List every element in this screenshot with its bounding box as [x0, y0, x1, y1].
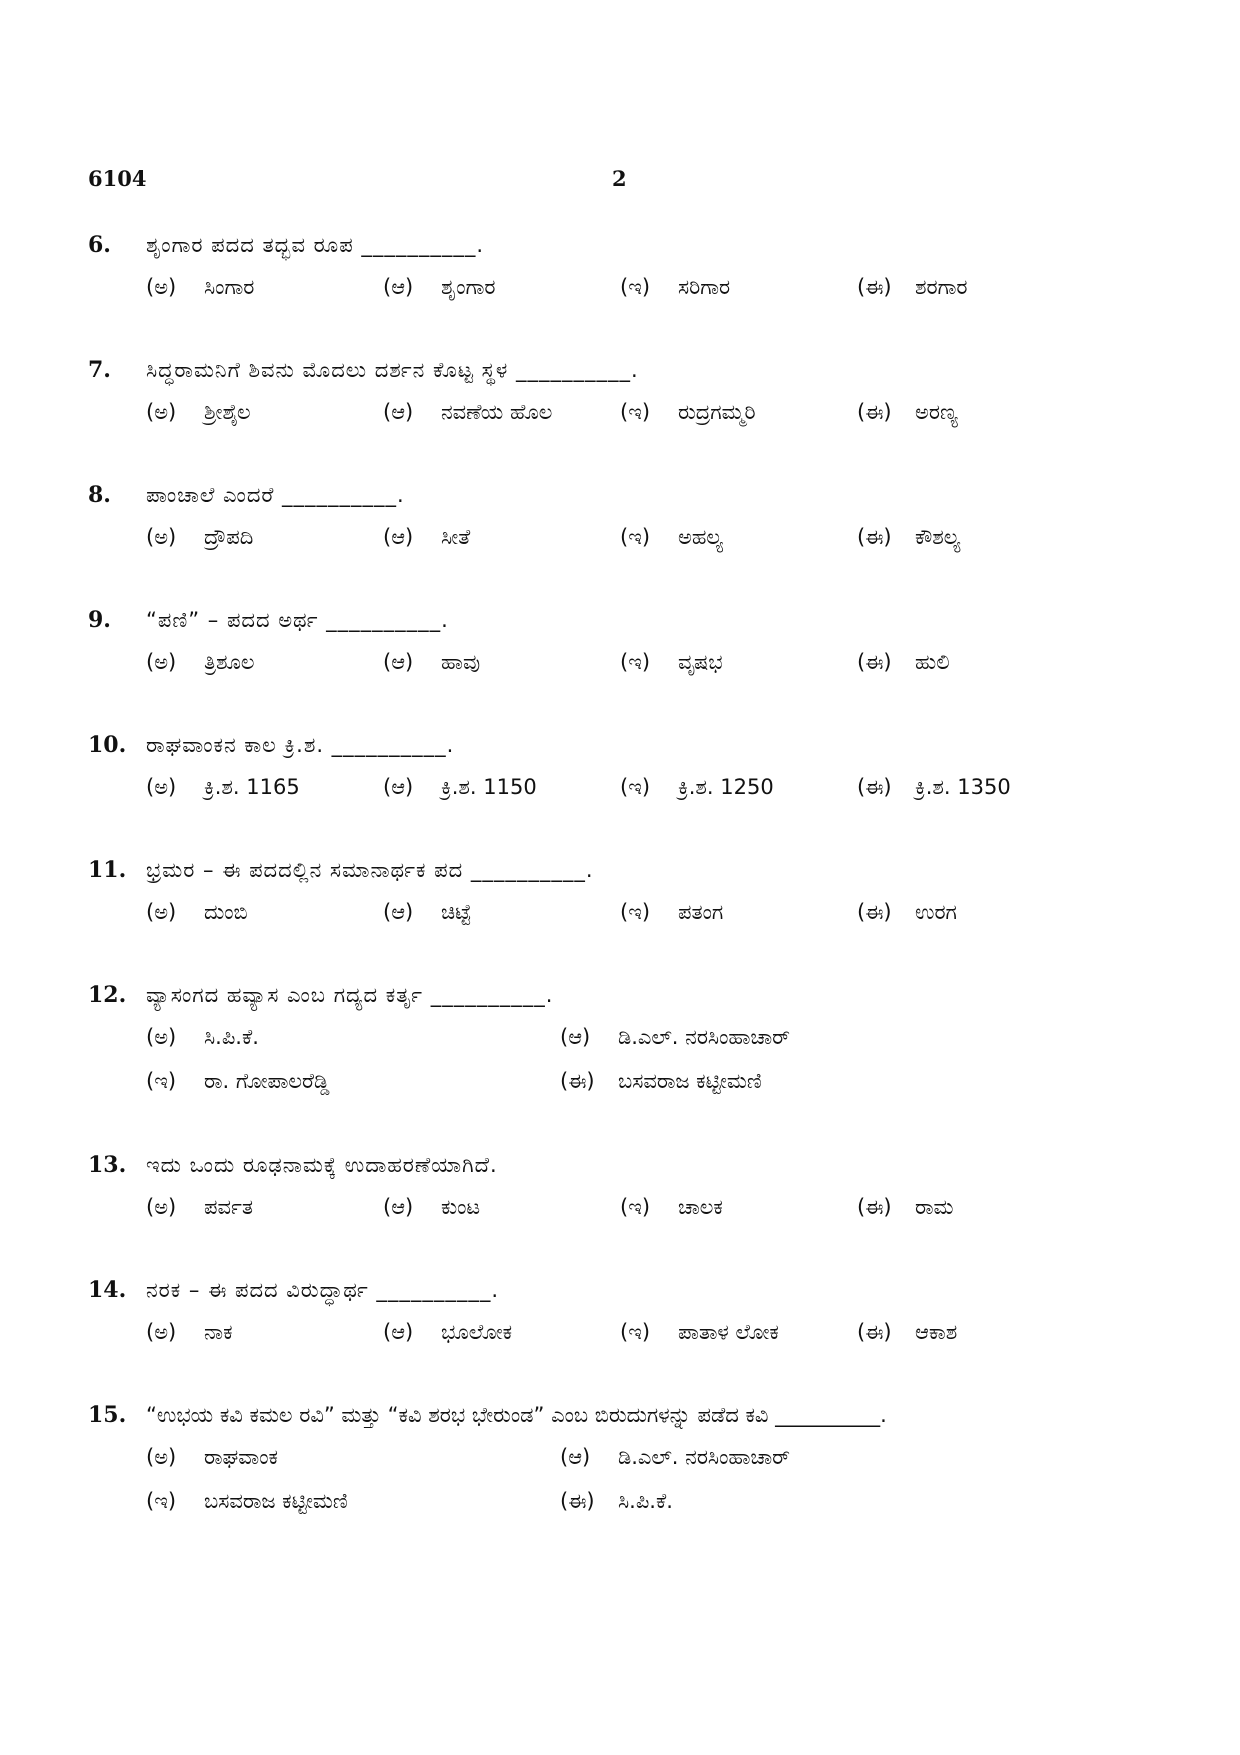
option-label: (ಈ) — [560, 1489, 595, 1513]
question-8 — [88, 475, 1198, 559]
question-number: 8. — [88, 482, 111, 508]
page-number: 2 — [612, 166, 627, 191]
question-number: 10. — [88, 732, 127, 758]
option-label: (ಆ) — [383, 650, 414, 674]
option-label: (ಇ) — [620, 900, 651, 924]
option-a — [146, 1185, 253, 1229]
question-text: “ಪಣಿ” – ಪದದ ಅರ್ಥ __________. — [146, 608, 449, 632]
question-text: ಇದು ಒಂದು ರೂಢನಾಮಕ್ಕೆ ಉದಾಹರಣೆಯಾಗಿದೆ. — [146, 1153, 498, 1177]
option-c — [620, 390, 756, 434]
option-d — [857, 1185, 954, 1229]
option-text: ಶೃಂಗಾರ — [441, 275, 496, 299]
option-a — [146, 515, 253, 559]
question-11 — [88, 850, 1198, 934]
option-b — [560, 1435, 790, 1479]
question-6 — [88, 225, 1198, 309]
option-text: ಕೌಶಲ್ಯ — [915, 525, 961, 549]
option-b — [383, 390, 552, 434]
option-d — [560, 1059, 762, 1103]
option-text: ಚಿಟ್ಟೆ — [441, 900, 472, 924]
option-text: ರಾ. ಗೋಪಾಲರೆಡ್ಡಿ — [204, 1069, 330, 1093]
option-text: ಪಾತಾಳ ಲೋಕ — [678, 1320, 779, 1344]
question-number: 7. — [88, 357, 111, 383]
option-a — [146, 390, 251, 434]
option-label: (ಈ) — [857, 400, 892, 424]
option-label: (ಈ) — [857, 1320, 892, 1344]
option-label: (ಇ) — [620, 1195, 651, 1219]
option-text: ಅಹಲ್ಯ — [678, 525, 723, 549]
option-text: ಪತಂಗ — [678, 900, 724, 924]
question-7 — [88, 350, 1198, 434]
option-text: ದ್ರೌಪದಿ — [204, 525, 254, 549]
option-label: (ಆ) — [560, 1445, 591, 1469]
option-label: (ಅ) — [146, 900, 177, 924]
option-text: ಡಿ.ಎಲ್. ನರಸಿಂಹಾಚಾರ್ — [618, 1445, 791, 1469]
option-text: ನವಣೆಯ ಹೊಲ — [441, 400, 553, 424]
option-d — [857, 890, 957, 934]
question-9 — [88, 600, 1198, 684]
option-text: ಶರಗಾರ — [915, 275, 968, 299]
option-a — [146, 265, 254, 309]
question-text: ರಾಘವಾಂಕನ ಕಾಲ ಕ್ರಿ.ಶ. __________. — [146, 733, 455, 757]
option-label: (ಈ) — [857, 525, 892, 549]
question-text: “ಉಭಯ ಕವಿ ಕಮಲ ರವಿ” ಮತ್ತು “ಕವಿ ಶರಭ ಭೇರುಂಡ” ಎಂಬ ಬಿರುದುಗಳನ್ನು ಪಡೆದ ಕವಿ __________. — [146, 1403, 887, 1427]
option-label: (ಇ) — [146, 1069, 177, 1093]
option-text: ಸೀತೆ — [441, 525, 471, 549]
option-c — [620, 515, 723, 559]
option-text: ರುದ್ರಗಮ್ಮರಿ — [678, 400, 756, 424]
option-b — [383, 765, 537, 809]
paper-code: 6104 — [88, 166, 147, 191]
option-label: (ಇ) — [620, 525, 651, 549]
option-text: ಆಕಾಶ — [915, 1320, 958, 1344]
option-d — [857, 765, 1011, 809]
option-label: (ಇ) — [146, 1489, 177, 1513]
option-label: (ಆ) — [383, 775, 414, 799]
option-label: (ಅ) — [146, 1195, 177, 1219]
option-label: (ಆ) — [383, 1195, 414, 1219]
option-label: (ಇ) — [620, 775, 651, 799]
question-number: 13. — [88, 1152, 127, 1178]
option-label: (ಇ) — [620, 400, 651, 424]
option-text: ಕುಂಟ — [441, 1195, 481, 1219]
option-label: (ಅ) — [146, 650, 177, 674]
option-b — [383, 640, 480, 684]
option-label: (ಈ) — [857, 1195, 892, 1219]
question-text: ನರಕ – ಈ ಪದದ ವಿರುದ್ಧಾರ್ಥ __________. — [146, 1278, 500, 1302]
question-text: ಭ್ರಮರ – ಈ ಪದದಲ್ಲಿನ ಸಮಾನಾರ್ಥಕ ಪದ __________. — [146, 858, 594, 882]
option-d — [857, 1310, 957, 1354]
question-text: ವ್ಯಾಸಂಗದ ಹವ್ಯಾಸ ಎಂಬ ಗದ್ಯದ ಕರ್ತೃ __________. — [146, 983, 554, 1007]
option-label: (ಆ) — [383, 275, 414, 299]
question-text: ಶೃಂಗಾರ ಪದದ ತದ್ಭವ ರೂಪ __________. — [146, 233, 485, 257]
option-c — [620, 765, 774, 809]
option-label: (ಆ) — [383, 900, 414, 924]
option-text: ಹುಲಿ — [915, 650, 950, 674]
option-label: (ಈ) — [560, 1069, 595, 1093]
option-text: ಭೂಲೋಕ — [441, 1320, 513, 1344]
question-number: 6. — [88, 232, 111, 258]
option-d — [857, 640, 950, 684]
option-label: (ಈ) — [857, 275, 892, 299]
option-label: (ಇ) — [620, 275, 651, 299]
option-label: (ಅ) — [146, 400, 177, 424]
option-text: ಸಿ.ಪಿ.ಕೆ. — [204, 1025, 259, 1049]
option-text: ಪರ್ವತ — [204, 1195, 253, 1219]
option-d — [857, 515, 960, 559]
option-text: ದುಂಬಿ — [204, 900, 248, 924]
option-text: ಶ್ರೀಶೈಲ — [204, 400, 251, 424]
option-text: ಕ್ರಿ.ಶ. 1165 — [204, 775, 300, 799]
option-label: (ಅ) — [146, 775, 177, 799]
option-b — [560, 1015, 790, 1059]
option-text: ಚಾಲಕ — [678, 1195, 723, 1219]
option-c — [620, 640, 723, 684]
question-number: 12. — [88, 982, 127, 1008]
option-c — [146, 1059, 330, 1103]
option-b — [383, 265, 496, 309]
option-text: ಸಿಂಗಾರ — [204, 275, 255, 299]
option-text: ಸರಿಗಾರ — [678, 275, 731, 299]
option-text: ಬಸವರಾಜ ಕಟ್ಟೀಮಣಿ — [204, 1489, 348, 1513]
question-15 — [88, 1395, 1198, 1523]
option-text: ಅರಣ್ಯ — [915, 400, 958, 424]
option-text: ನಾಕ — [204, 1320, 233, 1344]
option-b — [383, 515, 470, 559]
option-b — [383, 890, 471, 934]
option-text: ಸಿ.ಪಿ.ಕೆ. — [618, 1489, 673, 1513]
option-a — [146, 890, 248, 934]
option-c — [620, 890, 723, 934]
question-text: ಸಿದ್ಧರಾಮನಿಗೆ ಶಿವನು ಮೊದಲು ದರ್ಶನ ಕೊಟ್ಟ ಸ್ಥಳ __________. — [146, 358, 639, 382]
option-label: (ಇ) — [620, 650, 651, 674]
option-text: ಬಸವರಾಜ ಕಟ್ಟೀಮಣಿ — [618, 1069, 762, 1093]
option-c — [146, 1479, 348, 1523]
option-text: ರಾಘವಾಂಕ — [204, 1445, 278, 1469]
question-13 — [88, 1145, 1198, 1229]
option-b — [383, 1185, 480, 1229]
option-d — [857, 390, 958, 434]
question-number: 14. — [88, 1277, 127, 1303]
option-text: ಹಾವು — [441, 650, 481, 674]
option-label: (ಈ) — [857, 900, 892, 924]
question-14 — [88, 1270, 1198, 1354]
option-a — [146, 1310, 233, 1354]
option-d — [560, 1479, 673, 1523]
question-number: 11. — [88, 857, 127, 883]
option-label: (ಆ) — [383, 1320, 414, 1344]
option-c — [620, 1185, 723, 1229]
option-a — [146, 1015, 259, 1059]
option-label: (ಅ) — [146, 275, 177, 299]
option-text: ರಾಮ — [915, 1195, 954, 1219]
option-a — [146, 1435, 278, 1479]
question-12 — [88, 975, 1198, 1103]
question-number: 15. — [88, 1402, 127, 1428]
option-text: ಕ್ರಿ.ಶ. 1350 — [915, 775, 1011, 799]
option-label: (ಅ) — [146, 1320, 177, 1344]
option-b — [383, 1310, 512, 1354]
option-label: (ಆ) — [383, 525, 414, 549]
option-a — [146, 640, 255, 684]
option-text: ಕ್ರಿ.ಶ. 1150 — [441, 775, 537, 799]
option-label: (ಅ) — [146, 1025, 177, 1049]
option-label: (ಅ) — [146, 1445, 177, 1469]
option-d — [857, 265, 968, 309]
option-text: ಡಿ.ಎಲ್. ನರಸಿಂಹಾಚಾರ್ — [618, 1025, 791, 1049]
question-10 — [88, 725, 1198, 809]
option-label: (ಈ) — [857, 650, 892, 674]
option-label: (ಅ) — [146, 525, 177, 549]
option-text: ತ್ರಿಶೂಲ — [204, 650, 255, 674]
option-c — [620, 265, 730, 309]
option-label: (ಆ) — [560, 1025, 591, 1049]
option-text: ಕ್ರಿ.ಶ. 1250 — [678, 775, 774, 799]
option-label: (ಆ) — [383, 400, 414, 424]
option-label: (ಈ) — [857, 775, 892, 799]
question-text: ಪಾಂಚಾಲೆ ಎಂದರೆ __________. — [146, 483, 405, 507]
option-text: ಉರಗ — [915, 900, 957, 924]
option-c — [620, 1310, 779, 1354]
option-label: (ಇ) — [620, 1320, 651, 1344]
option-text: ವೃಷಭ — [678, 650, 723, 674]
question-number: 9. — [88, 607, 111, 633]
option-a — [146, 765, 300, 809]
